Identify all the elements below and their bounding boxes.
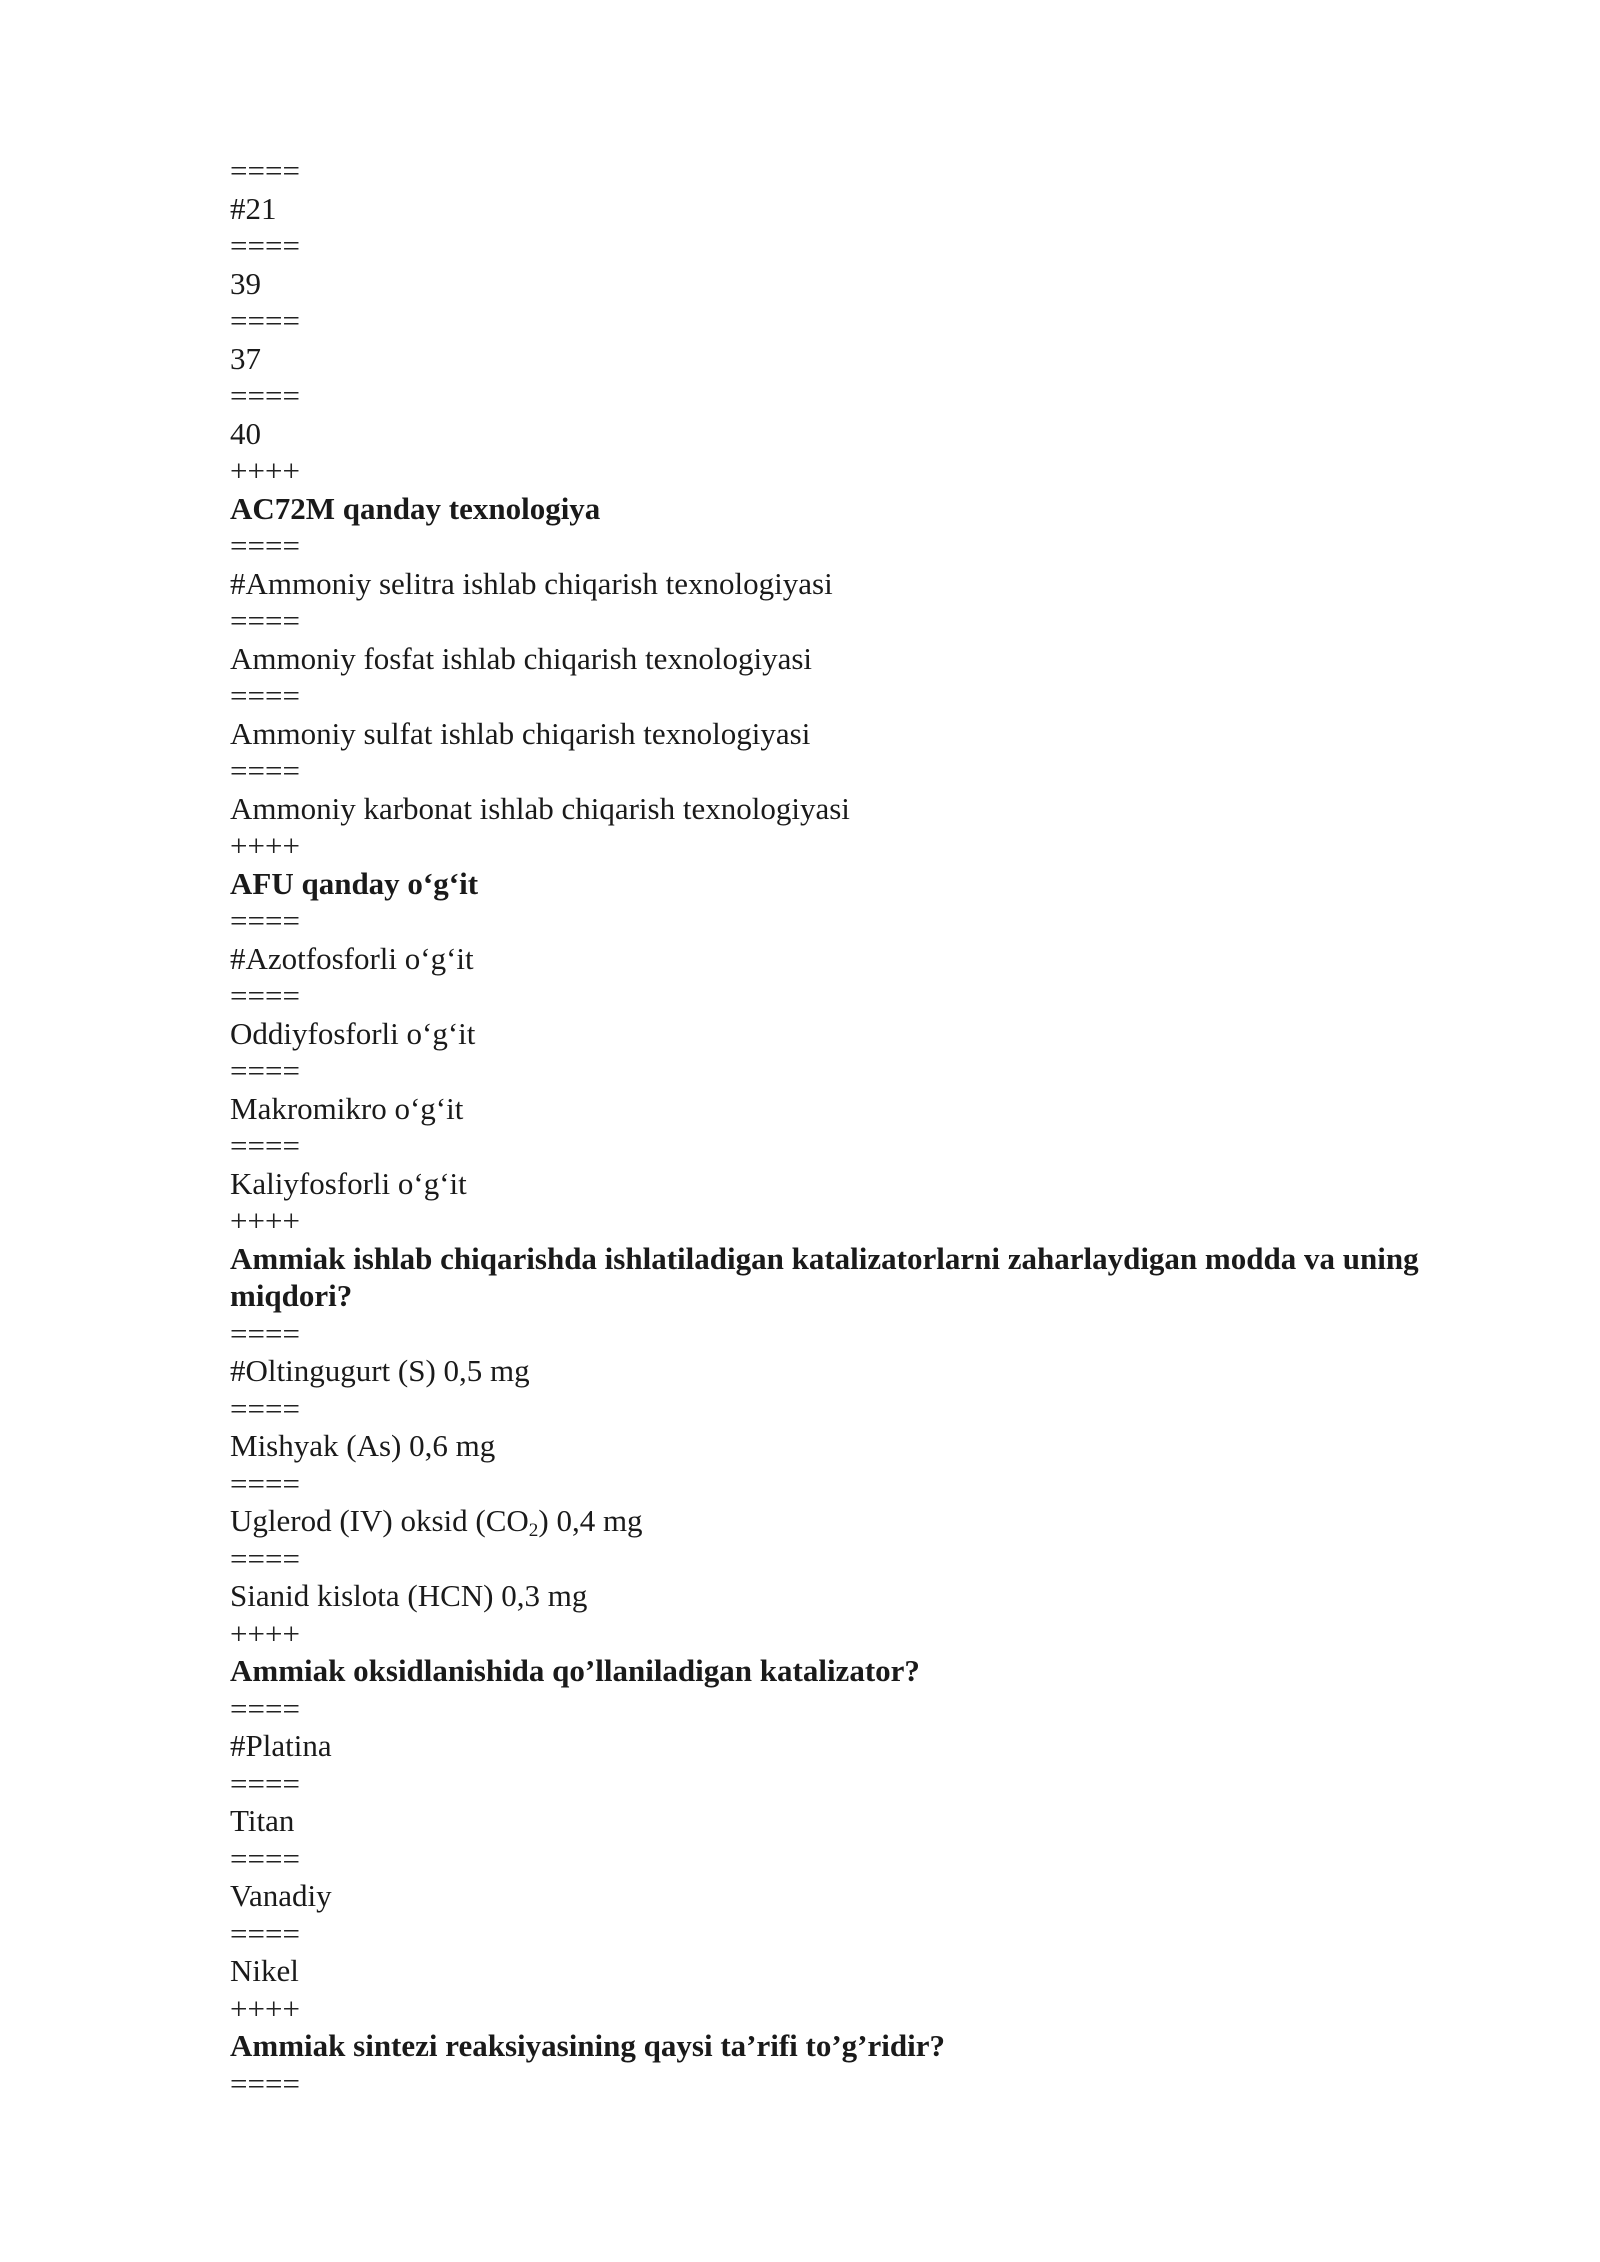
answer-option <box>230 1577 1480 1615</box>
question-text <box>230 2027 1480 2065</box>
separator-line <box>230 302 1480 340</box>
line-text: Mishyak (As) 0,6 mg <box>230 1428 496 1463</box>
separator-line <box>230 827 1480 865</box>
separator-line <box>230 677 1480 715</box>
separator-line <box>230 2065 1480 2103</box>
line-text: ==== <box>230 903 300 938</box>
separator-line <box>230 1127 1480 1165</box>
line-text: ==== <box>230 303 300 338</box>
line-text: Titan <box>230 1803 295 1838</box>
line-text: ++++ <box>230 828 300 863</box>
answer-option <box>230 1802 1480 1840</box>
line-text: ==== <box>230 1540 300 1576</box>
separator-line <box>230 1052 1480 1090</box>
question-text <box>230 865 1480 903</box>
answer-option <box>230 1952 1480 1990</box>
line-text: ==== <box>230 228 300 263</box>
answer-option <box>230 1502 1480 1540</box>
line-text: Sianid kislota (HCN) 0,3 mg <box>230 1578 588 1613</box>
line-text: ==== <box>230 1690 300 1726</box>
separator-line <box>230 1315 1480 1353</box>
separator-line <box>230 377 1480 415</box>
line-text: ==== <box>230 1315 300 1351</box>
separator-line <box>230 152 1480 190</box>
question-text <box>230 490 1480 528</box>
question-text <box>230 1652 1480 1690</box>
line-text: ==== <box>230 153 300 188</box>
line-text: Ammiak sintezi reaksiyasining qaysi ta’rifi to’g’ridir? <box>230 2028 945 2063</box>
line-text: ++++ <box>230 453 300 488</box>
line-text: Kaliyfosforli o‘g‘it <box>230 1165 467 1201</box>
answer-option <box>230 265 1480 303</box>
line-text: #Platina <box>230 1728 332 1763</box>
separator-line <box>230 1615 1480 1653</box>
answer-option <box>230 940 1480 978</box>
line-text: ==== <box>230 1765 300 1801</box>
line-text: Ammiak ishlab chiqarishda ishlatiladigan katalizatorlarni zaharlaydigan modda va uning miqdori? <box>230 1240 1427 1313</box>
answer-option <box>230 190 1480 228</box>
separator-line <box>230 1540 1480 1578</box>
line-text: ++++ <box>230 1615 300 1651</box>
line-text: Nikel <box>230 1953 299 1988</box>
line-text: ==== <box>230 528 300 563</box>
line-text: ==== <box>230 2065 300 2101</box>
line-text: Uglerod (IV) oksid (CO <box>230 1503 529 1538</box>
answer-option <box>230 1427 1480 1465</box>
subscript: 2 <box>528 1519 539 1541</box>
separator-line <box>230 602 1480 640</box>
line-text: Vanadiy <box>230 1878 332 1913</box>
line-text: Ammoniy karbonat ishlab chiqarish texnologiyasi <box>230 790 850 826</box>
question-text <box>230 1240 1480 1315</box>
separator-line <box>230 1202 1480 1240</box>
line-text: ==== <box>230 378 300 413</box>
line-text: AFU qanday o‘g‘it <box>230 865 479 901</box>
line-text: #Oltingugurt (S) 0,5 mg <box>230 1353 530 1388</box>
separator-line <box>230 1465 1480 1503</box>
answer-option <box>230 1352 1480 1390</box>
separator-line <box>230 902 1480 940</box>
line-text: ==== <box>230 1840 300 1876</box>
answer-option <box>230 565 1480 603</box>
answer-option <box>230 415 1480 453</box>
line-text: Makromikro o‘g‘it <box>230 1090 464 1126</box>
line-text: 39 <box>230 265 261 301</box>
answer-option <box>230 1877 1480 1915</box>
line-text: ==== <box>230 1465 300 1501</box>
line-text: 37 <box>230 340 261 376</box>
line-text: ==== <box>230 678 300 713</box>
separator-line <box>230 1690 1480 1728</box>
separator-line <box>230 227 1480 265</box>
line-text: 40 <box>230 415 261 451</box>
line-text: ==== <box>230 1053 300 1088</box>
line-text: Oddiyfosforli o‘g‘it <box>230 1015 476 1051</box>
answer-option <box>230 715 1480 753</box>
line-text: ==== <box>230 1128 300 1163</box>
answer-option <box>230 1090 1480 1128</box>
line-text: ==== <box>230 753 300 788</box>
answer-option <box>230 1727 1480 1765</box>
answer-option <box>230 1015 1480 1053</box>
line-text: Ammoniy fosfat ishlab chiqarish texnologiyasi <box>230 640 813 676</box>
answer-option <box>230 790 1480 828</box>
separator-line <box>230 452 1480 490</box>
separator-line <box>230 1390 1480 1428</box>
line-text: #21 <box>230 190 277 226</box>
line-text: ==== <box>230 978 300 1013</box>
line-text: Ammoniy sulfat ishlab chiqarish texnologiyasi <box>230 715 811 751</box>
line-text: AC72M qanday texnologiya <box>230 490 601 526</box>
separator-line <box>230 1990 1480 2028</box>
line-text: ==== <box>230 1915 300 1951</box>
answer-option <box>230 640 1480 678</box>
separator-line <box>230 1765 1480 1803</box>
separator-line <box>230 1840 1480 1878</box>
line-text: ++++ <box>230 1990 300 2026</box>
line-text: ==== <box>230 603 300 638</box>
answer-option <box>230 340 1480 378</box>
separator-line <box>230 752 1480 790</box>
line-text: Ammiak oksidlanishida qo’llaniladigan katalizator? <box>230 1653 920 1688</box>
line-text: ==== <box>230 1390 300 1426</box>
separator-line <box>230 1915 1480 1953</box>
line-text: ++++ <box>230 1203 300 1238</box>
answer-option <box>230 1165 1480 1203</box>
separator-line <box>230 527 1480 565</box>
line-text: #Ammoniy selitra ishlab chiqarish texnologiyasi <box>230 565 833 601</box>
line-text: #Azotfosforli o‘g‘it <box>230 940 474 976</box>
line-text-after: ) 0,4 mg <box>538 1503 643 1538</box>
separator-line <box>230 977 1480 1015</box>
document-body <box>230 152 1480 2102</box>
